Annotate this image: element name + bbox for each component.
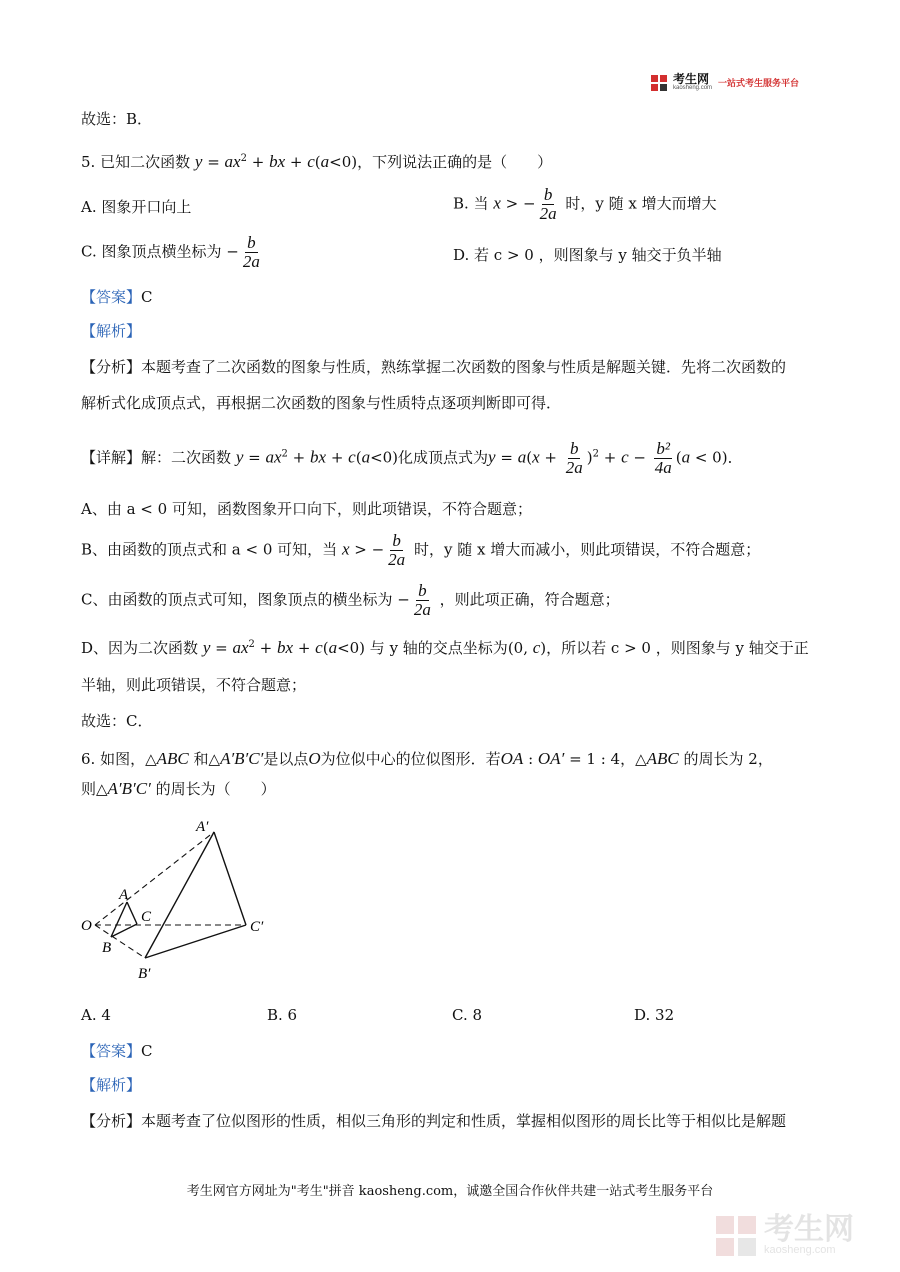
q5-b-line: B、由函数的顶点式和 a < 0 可知，当 x > − $\frac{b}{2a}$ 时，y 随 x 增大而减小，则此项错误，不符合题意；	[81, 531, 761, 569]
watermark	[716, 1213, 854, 1256]
q5-stem-post: ，下列说法正确的是（ ）	[357, 153, 553, 171]
q5-d-line-2: 半轴，则此项错误，不符合题意；	[81, 676, 307, 694]
q5-answer: 【答案】C	[81, 288, 153, 306]
q6-option-b: B. 6	[267, 1006, 298, 1024]
q5-d-line-1: D、因为二次函数 $y = ax^2$ + bx + c(a<0) 与 y 轴的交点坐标为(0, c)，所以若 c > 0 ，则图象与 y 轴交于正	[81, 638, 809, 657]
edge-a-b	[111, 902, 127, 937]
q6-figure	[78, 815, 278, 990]
q5-option-d: D. 若 c > 0 ，则图象与 y 轴交于负半轴	[453, 246, 722, 264]
page-footer: 考生网官方网址为"考生"拼音 kaosheng.com，诚邀全国合作伙伴共建一站式考生服务平台	[186, 1184, 714, 1199]
logo-slogan: 一站式考生服务平台	[718, 78, 800, 88]
q5-option-a: A. 图象开口向上	[81, 198, 192, 216]
q5-option-c: C. 图象顶点横坐标为 − $\frac{b}{2a}$	[81, 233, 260, 271]
header-logo	[651, 74, 799, 91]
q5-option-b: B. 当 x > − $\frac{b}{2a}$ 时，y 随 x 增大而增大	[453, 185, 717, 223]
q6-fenxi-1: 【分析】本题考查了位似图形的性质，相似三角形的判定和性质，掌握相似图形的周长比等于相似比是解题	[81, 1112, 787, 1130]
watermark-logo-icon	[716, 1216, 756, 1256]
q5-analysis-tag: 【解析】	[81, 322, 142, 340]
q6-stem-2: 则△A′B′C′ 的周长为（ ）	[81, 779, 276, 798]
logo-domain: kaosheng.com	[673, 85, 713, 91]
edge-a2-c2	[214, 832, 246, 925]
kaosheng-logo-icon	[651, 75, 667, 91]
q5-fenxi-2: 解析式化成顶点式，再根据二次函数的图象与性质特点逐项判断即可得．	[81, 394, 562, 412]
label-b-prime: B′	[138, 966, 151, 982]
label-o: O	[81, 918, 92, 934]
prev-answer: 故选：B．	[81, 110, 153, 128]
q6-option-d: D. 32	[634, 1006, 675, 1024]
q5-stem-pre: 5. 已知二次函数	[81, 153, 191, 171]
logo-name: 考生网	[673, 72, 710, 86]
q5-c-line: C、由函数的顶点式可知，图象顶点的横坐标为 − $\frac{b}{2a}$ ，则此项正确，符合题意；	[81, 581, 620, 619]
label-c: C	[141, 909, 152, 925]
label-a-prime: A′	[196, 819, 209, 835]
q6-stem-1: 6. 如图，△ABC 和△A′B′C′是以点O为位似中心的位似图形．若OA : OA′ = 1 : 4，△ABC 的周长为 2，	[81, 749, 773, 768]
q6-option-c: C. 8	[452, 1006, 483, 1024]
q5-final: 故选：C．	[81, 712, 153, 730]
watermark-domain: kaosheng.com	[764, 1244, 836, 1256]
edge-a-c	[127, 902, 137, 924]
watermark-name: 考生网	[764, 1213, 854, 1246]
q6-answer: 【答案】C	[81, 1042, 153, 1060]
q5-a-line: A、由 a < 0 可知，函数图象开口向下，则此项错误，不符合题意；	[81, 500, 532, 518]
edge-b-c	[111, 924, 137, 937]
label-b: B	[102, 940, 112, 956]
q6-analysis-tag: 【解析】	[81, 1076, 142, 1094]
label-a: A	[119, 887, 129, 903]
q6-option-a: A. 4	[81, 1006, 111, 1024]
label-c-prime: C′	[250, 919, 264, 935]
q5-stem: 5. 已知二次函数 $y = ax^2$ + bx + c(a<0)，下列说法正确的是（ ）	[81, 152, 553, 171]
q5-detail: 【详解】解：二次函数 $y = ax^2$ + bx + c(a<0)化成顶点式为y = a(x + $\frac{b}{2a}$ )$^2$ + c − $\frac{\text{b²}}{4a}$ (a < 0)．	[81, 439, 743, 477]
ray-o-a2	[95, 832, 214, 925]
q5-fenxi-1: 【分析】本题考查了二次函数的图象与性质，熟练掌握二次函数的图象与性质是解题关键．先将二次函数的	[81, 358, 787, 376]
